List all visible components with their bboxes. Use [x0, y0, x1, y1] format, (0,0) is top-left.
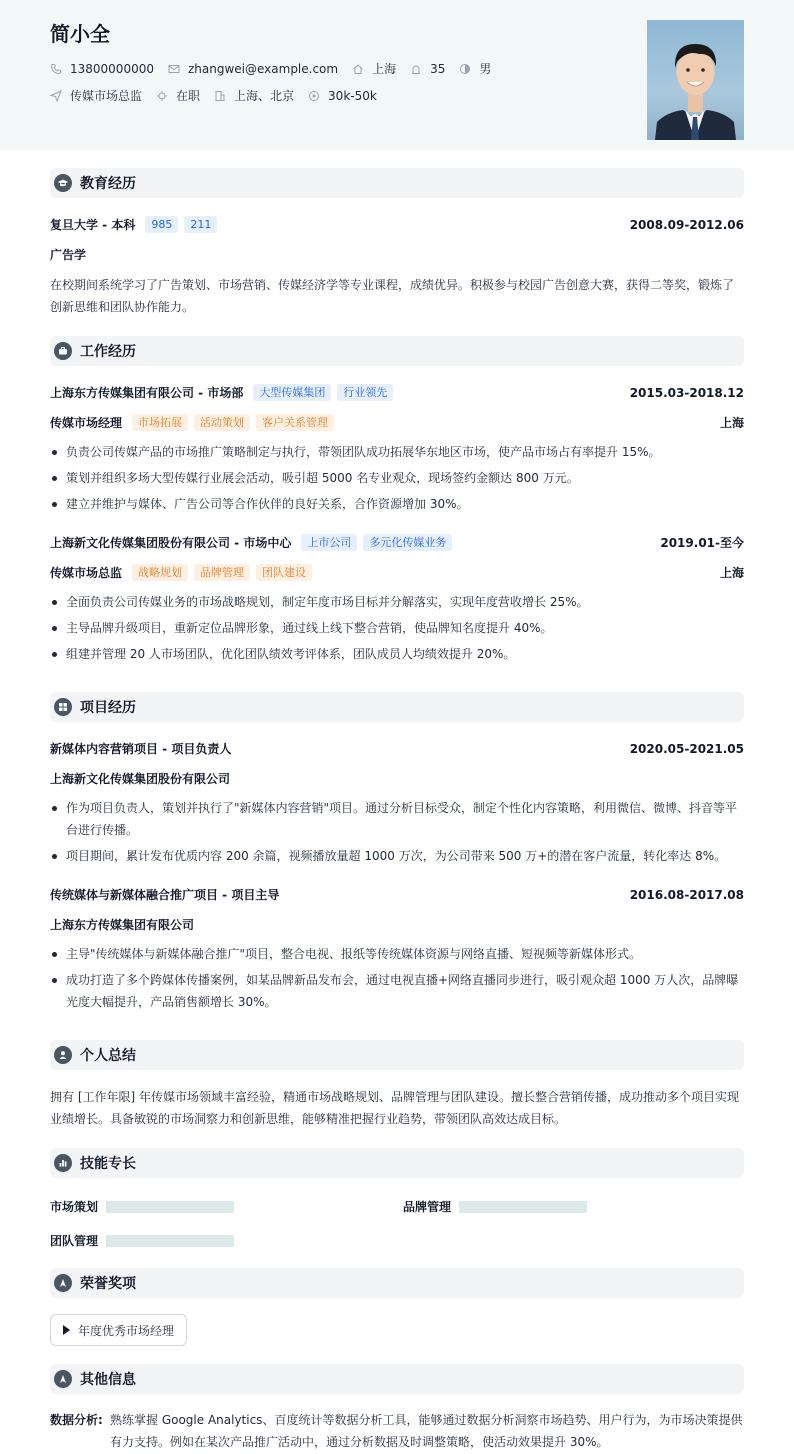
work-role-row: [50, 564, 744, 581]
section-title: 技能专长: [80, 1156, 136, 1172]
list-item: 建立并维护与媒体、广告公司等合作伙伴的良好关系，合作资源增加 30%。: [50, 493, 744, 515]
project-period: 2016.08-2017.08: [629, 887, 744, 902]
skill-bar: [459, 1201, 587, 1213]
work-bullets: [50, 441, 744, 519]
school-name: 复旦大学 - 本科: [50, 218, 136, 232]
role-name: 传媒市场经理: [50, 416, 123, 430]
phone-icon: [50, 63, 62, 75]
section-other: [50, 1364, 744, 1394]
position-item: [50, 87, 142, 104]
section-work: [50, 336, 744, 366]
list-item: 策划并组织多场大型传媒行业展会活动，吸引超 5000 名专业观众，现场签约金额达 800 万元。: [50, 467, 744, 489]
status-item: [156, 87, 200, 104]
section-title: 项目经历: [80, 700, 136, 716]
section-project: [50, 692, 744, 722]
skill-item: [50, 1198, 234, 1215]
project-title: 新媒体内容营销项目 - 项目负责人: [50, 742, 232, 756]
contact-row: [50, 60, 505, 77]
major-name: 广告学: [50, 248, 87, 262]
info-icon: [54, 1370, 72, 1388]
other-info-row: [50, 1409, 744, 1453]
school-tag: 211: [184, 216, 217, 233]
salary-text: 30k-50k: [328, 88, 377, 103]
age-icon: [410, 63, 422, 75]
section-education: [50, 168, 744, 198]
work-company-row: [50, 534, 744, 551]
list-item: 成功打造了多个跨媒体传播案例，如某品牌新品发布会，通过电视直播+网络直播同步进行，吸引观众超 1000 万人次，品牌曝光度大幅提升，产品销售额增长 30%。: [50, 969, 744, 1013]
list-item: 作为项目负责人，策划并执行了"新媒体内容营销"项目。通过分析目标受众，制定个性化内容策略，利用微信、微博、抖音等平台进行传播。: [50, 797, 744, 841]
summary-text: 拥有 [工作年限] 年传媒市场领域丰富经验，精通市场战略规划、品牌管理与团队建设。擅长整合营销传播，成功推动多个项目实现业绩增长。具备敏锐的市场洞察力和创新思维，能够精准把握行业趋势，带领团队高效达成目标。: [50, 1090, 739, 1126]
other-info-key: 数据分析:: [50, 1413, 103, 1427]
send-icon: [50, 90, 62, 102]
company-name: 上海新文化传媒集团股份有限公司 - 市场中心: [50, 536, 292, 550]
section-summary: [50, 1040, 744, 1070]
section-title: 教育经历: [80, 176, 136, 192]
company-tag: 大型传媒集团: [253, 384, 331, 401]
work-location: 上海: [719, 566, 744, 580]
skill-label: 团队管理: [50, 1234, 99, 1248]
project-bullets: [50, 943, 744, 1017]
skill-label: 品牌管理: [403, 1200, 452, 1214]
section-title: 工作经历: [80, 344, 136, 360]
work-period: 2015.03-2018.12: [629, 385, 744, 400]
section-skills: [50, 1148, 744, 1178]
home-icon: [352, 63, 364, 75]
skill-bar: [106, 1201, 234, 1213]
role-name: 传媒市场总监: [50, 566, 123, 580]
email-item: [168, 62, 338, 76]
major-row: [50, 246, 744, 263]
skill-item: [403, 1198, 587, 1215]
gender-icon: [459, 63, 471, 75]
skill-item: [50, 1232, 234, 1249]
project-bullets: [50, 797, 744, 871]
position-text: 传媒市场总监: [70, 89, 143, 103]
skill-bar: [106, 1235, 234, 1247]
role-tag: 战略规划: [132, 564, 188, 581]
building-icon: [214, 90, 226, 102]
education-description: 在校期间系统学习了广告策划、市场营销、传媒经济学等专业课程，成绩优异。积极参与校园广告创意大赛，获得二等奖，锻炼了创新思维和团队协作能力。: [50, 278, 735, 314]
briefcase-icon: [54, 342, 72, 360]
grid-icon: [54, 698, 72, 716]
profile-photo: [647, 20, 744, 140]
role-tag: 活动策划: [194, 414, 250, 431]
graduation-cap-icon: [54, 174, 72, 192]
email-text: zhangwei@example.com: [187, 61, 339, 76]
project-company: 上海新文化传媒集团股份有限公司: [50, 772, 231, 786]
gender-item: [459, 60, 491, 77]
mail-icon: [168, 63, 180, 75]
company-tag: 上市公司: [301, 534, 357, 551]
project-row: [50, 886, 744, 903]
work-period: 2019.01-至今: [660, 536, 744, 550]
project-company: 上海东方传媒集团有限公司: [50, 918, 195, 932]
locations-text: 上海、北京: [234, 89, 295, 103]
list-item: 组建并管理 20 人市场团队，优化团队绩效考评体系，团队成员人均绩效提升 20%。: [50, 643, 744, 665]
list-item: 项目期间，累计发布优质内容 200 余篇，视频播放量超 1000 万次，为公司带来 500 万+的潜在客户流量，转化率达 8%。: [50, 845, 744, 867]
city-text: 上海: [372, 62, 397, 76]
project-company-row: [50, 770, 744, 787]
award-icon: [54, 1274, 72, 1292]
phone-text: 13800000000: [70, 61, 154, 76]
user-icon: [54, 1046, 72, 1064]
salary-item: [308, 89, 377, 103]
work-company-row: [50, 384, 744, 401]
work-role-row: [50, 414, 744, 431]
list-item: 负责公司传媒产品的市场推广策略制定与执行，带领团队成功拓展华东地区市场，使产品市场占有率提升 15%。: [50, 441, 744, 463]
section-title: 其他信息: [80, 1372, 136, 1388]
bar-chart-icon: [54, 1154, 72, 1172]
list-item: 全面负责公司传媒业务的市场战略规划，制定年度市场目标并分解落实，实现年度营收增长 25%。: [50, 591, 744, 613]
skill-label: 市场策划: [50, 1200, 99, 1214]
role-tag: 客户关系管理: [256, 414, 334, 431]
project-title: 传统媒体与新媒体融合推广项目 - 项目主导: [50, 888, 280, 902]
section-title: 荣誉奖项: [80, 1276, 136, 1292]
age-item: [410, 62, 445, 76]
phone-item: [50, 62, 154, 76]
education-row: [50, 216, 744, 233]
education-period: 2008.09-2012.06: [629, 217, 744, 232]
work-location: 上海: [719, 416, 744, 430]
candidate-name: 简小全: [50, 22, 110, 46]
career-row: [50, 87, 391, 104]
city-item: [352, 60, 396, 77]
resume-header: [0, 0, 794, 150]
avatar-illustration: [647, 20, 744, 140]
role-tag: 团队建设: [256, 564, 312, 581]
project-period: 2020.05-2021.05: [629, 741, 744, 756]
company-name: 上海东方传媒集团有限公司 - 市场部: [50, 386, 244, 400]
section-awards: [50, 1268, 744, 1298]
status-text: 在职: [176, 89, 201, 103]
play-icon: [63, 1325, 70, 1335]
role-tag: 品牌管理: [194, 564, 250, 581]
section-title: 个人总结: [80, 1048, 136, 1064]
role-tag: 市场拓展: [132, 414, 188, 431]
age-text: 35: [430, 61, 446, 76]
award-label: 年度优秀市场经理: [78, 1323, 175, 1338]
list-item: 主导"传统媒体与新媒体融合推广"项目，整合电视、报纸等传统媒体资源与网络直播、短视频等新媒体形式。: [50, 943, 744, 965]
work-bullets: [50, 591, 744, 669]
project-row: [50, 740, 744, 757]
project-company-row: [50, 916, 744, 933]
company-tag: 行业领先: [337, 384, 393, 401]
other-info-value: 熟练掌握 Google Analytics、百度统计等数据分析工具，能够通过数据分析洞察市场趋势、用户行为，为市场决策提供有力支持。例如在某次产品推广活动中，通过分析数据及时调整策略，使活动效果提升 30%。: [110, 1413, 743, 1449]
status-icon: [156, 90, 168, 102]
company-tag: 多元化传媒业务: [363, 534, 452, 551]
award-item[interactable]: [50, 1314, 187, 1346]
coin-icon: [308, 90, 320, 102]
gender-text: 男: [479, 62, 492, 76]
locations-item: [214, 87, 294, 104]
list-item: 主导品牌升级项目，重新定位品牌形象，通过线上线下整合营销，使品牌知名度提升 40%。: [50, 617, 744, 639]
school-tag: 985: [145, 216, 178, 233]
